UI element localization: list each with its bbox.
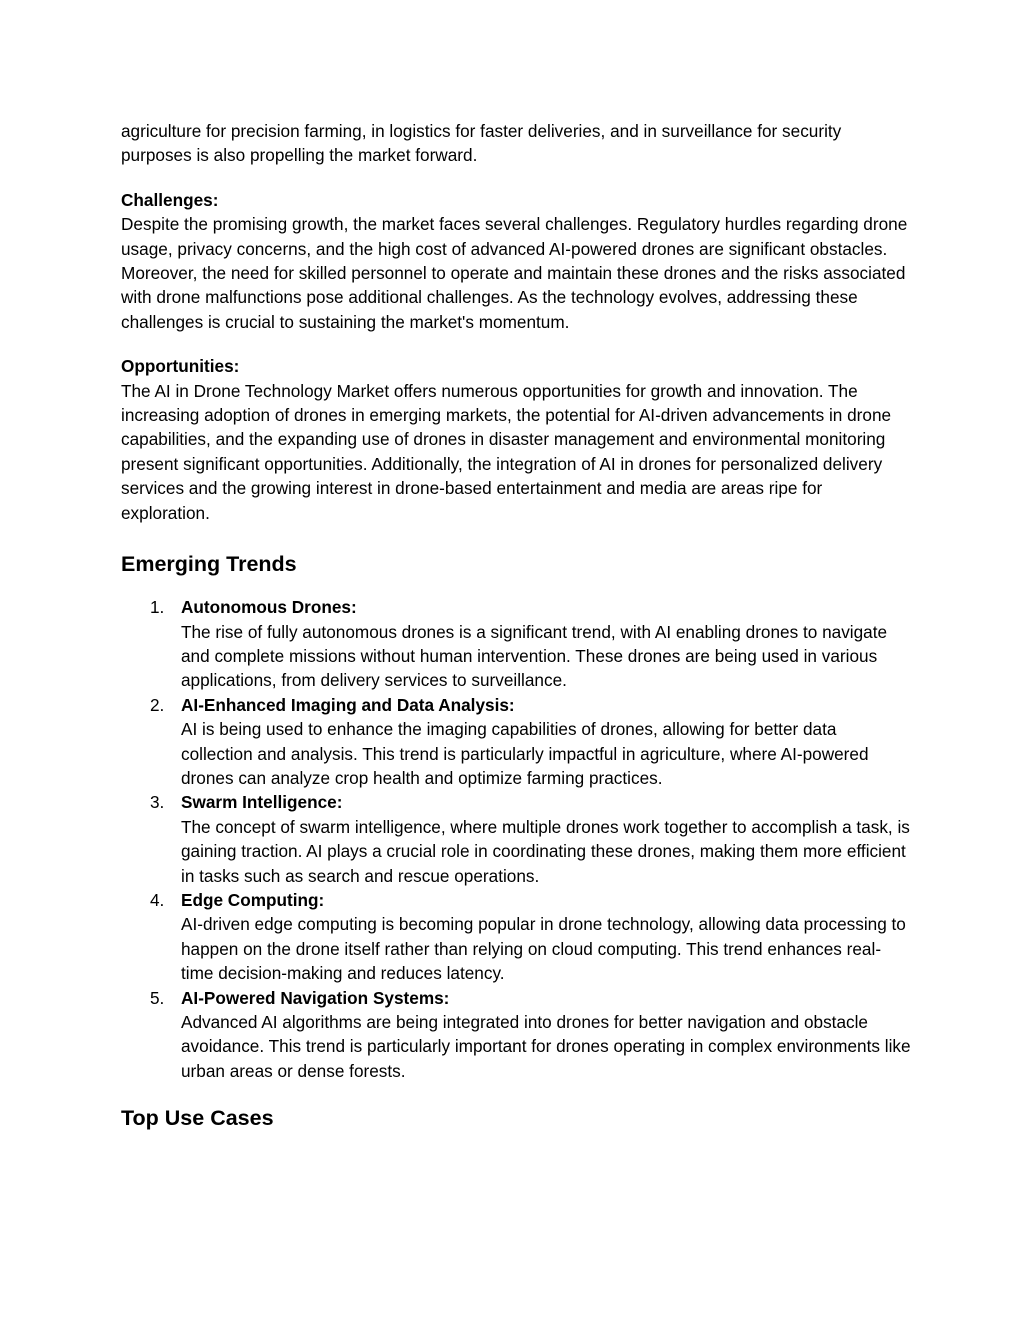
opportunities-label: Opportunities: bbox=[121, 356, 240, 377]
list-item-title: AI-Enhanced Imaging and Data Analysis: bbox=[181, 694, 515, 715]
list-item bbox=[121, 790, 911, 888]
opportunities-text: The AI in Drone Technology Market offers numerous opportunities for growth and innovation. The increasing adoption of drones in emerging markets, the potential for AI-driven advancements in drone capabilities, and the expanding use of drones in disaster management and environmental monitoring present significant opportunities. Additionally, the integration of AI in drones for personalized delivery services and the growing interest in drone-based entertainment and media are areas ripe for exploration. bbox=[121, 380, 892, 523]
emerging-trends-heading: Emerging Trends bbox=[121, 552, 297, 577]
list-item-number: 2. bbox=[150, 694, 165, 715]
challenges-section bbox=[121, 188, 911, 334]
list-item-number: 4. bbox=[150, 889, 165, 910]
list-item-title: Autonomous Drones: bbox=[181, 597, 357, 618]
list-item-text: AI is being used to enhance the imaging capabilities of drones, allowing for better data collection and analysis. This trend is particularly impactful in agriculture, where AI-powered drones can analyze crop health and optimize farming practices. bbox=[181, 719, 869, 788]
list-item-text: AI-driven edge computing is becoming popular in drone technology, allowing data processing to happen on the drone itself rather than relying on cloud computing. This trend enhances real-time decision-making and reduces latency. bbox=[181, 914, 906, 984]
challenges-label: Challenges: bbox=[121, 189, 219, 210]
list-item-text: The rise of fully autonomous drones is a significant trend, with AI enabling drones to navigate and complete missions without human intervention. These drones are being used in various applications, from delivery services to surveillance. bbox=[181, 621, 888, 691]
list-item bbox=[121, 595, 911, 693]
emerging-trends-list bbox=[121, 595, 911, 1083]
list-item-text: Advanced AI algorithms are being integrated into drones for better navigation and obstacle avoidance. This trend is particularly important for drones operating in complex environments like urban areas or dense forests. bbox=[181, 1012, 911, 1081]
intro-paragraph: agriculture for precision farming, in logistics for faster deliveries, and in surveillance for security purposes is also propelling the market forward. bbox=[121, 121, 842, 166]
list-item bbox=[121, 986, 911, 1084]
list-item-number: 5. bbox=[150, 987, 165, 1008]
list-item-title: Edge Computing: bbox=[181, 889, 325, 910]
opportunities-section bbox=[121, 354, 911, 525]
list-item bbox=[121, 693, 911, 791]
top-use-cases-heading: Top Use Cases bbox=[121, 1106, 274, 1131]
challenges-paragraph bbox=[121, 188, 911, 334]
list-item-number: 3. bbox=[150, 792, 165, 813]
document-page bbox=[121, 119, 911, 1132]
challenges-text: Despite the promising growth, the market faces several challenges. Regulatory hurdles regarding drone usage, privacy concerns, and the high cost of advanced AI-powered drones are significant obstacles. Moreover, the need for skilled personnel to operate and maintain these drones and the risks associated with drone malfunctions pose additional challenges. As the technology evolves, addressing these challenges is crucial to sustaining the market's momentum. bbox=[121, 214, 908, 332]
list-item bbox=[121, 888, 911, 986]
list-item-title: AI-Powered Navigation Systems: bbox=[181, 987, 450, 1008]
list-item-title: Swarm Intelligence: bbox=[181, 792, 343, 813]
list-item-number: 1. bbox=[150, 597, 165, 618]
opportunities-paragraph bbox=[121, 354, 911, 525]
list-item-text: The concept of swarm intelligence, where multiple drones work together to accomplish a task, is gaining traction. AI plays a crucial role in coordinating these drones, making them more efficient in tasks such as search and rescue operations. bbox=[181, 816, 910, 886]
